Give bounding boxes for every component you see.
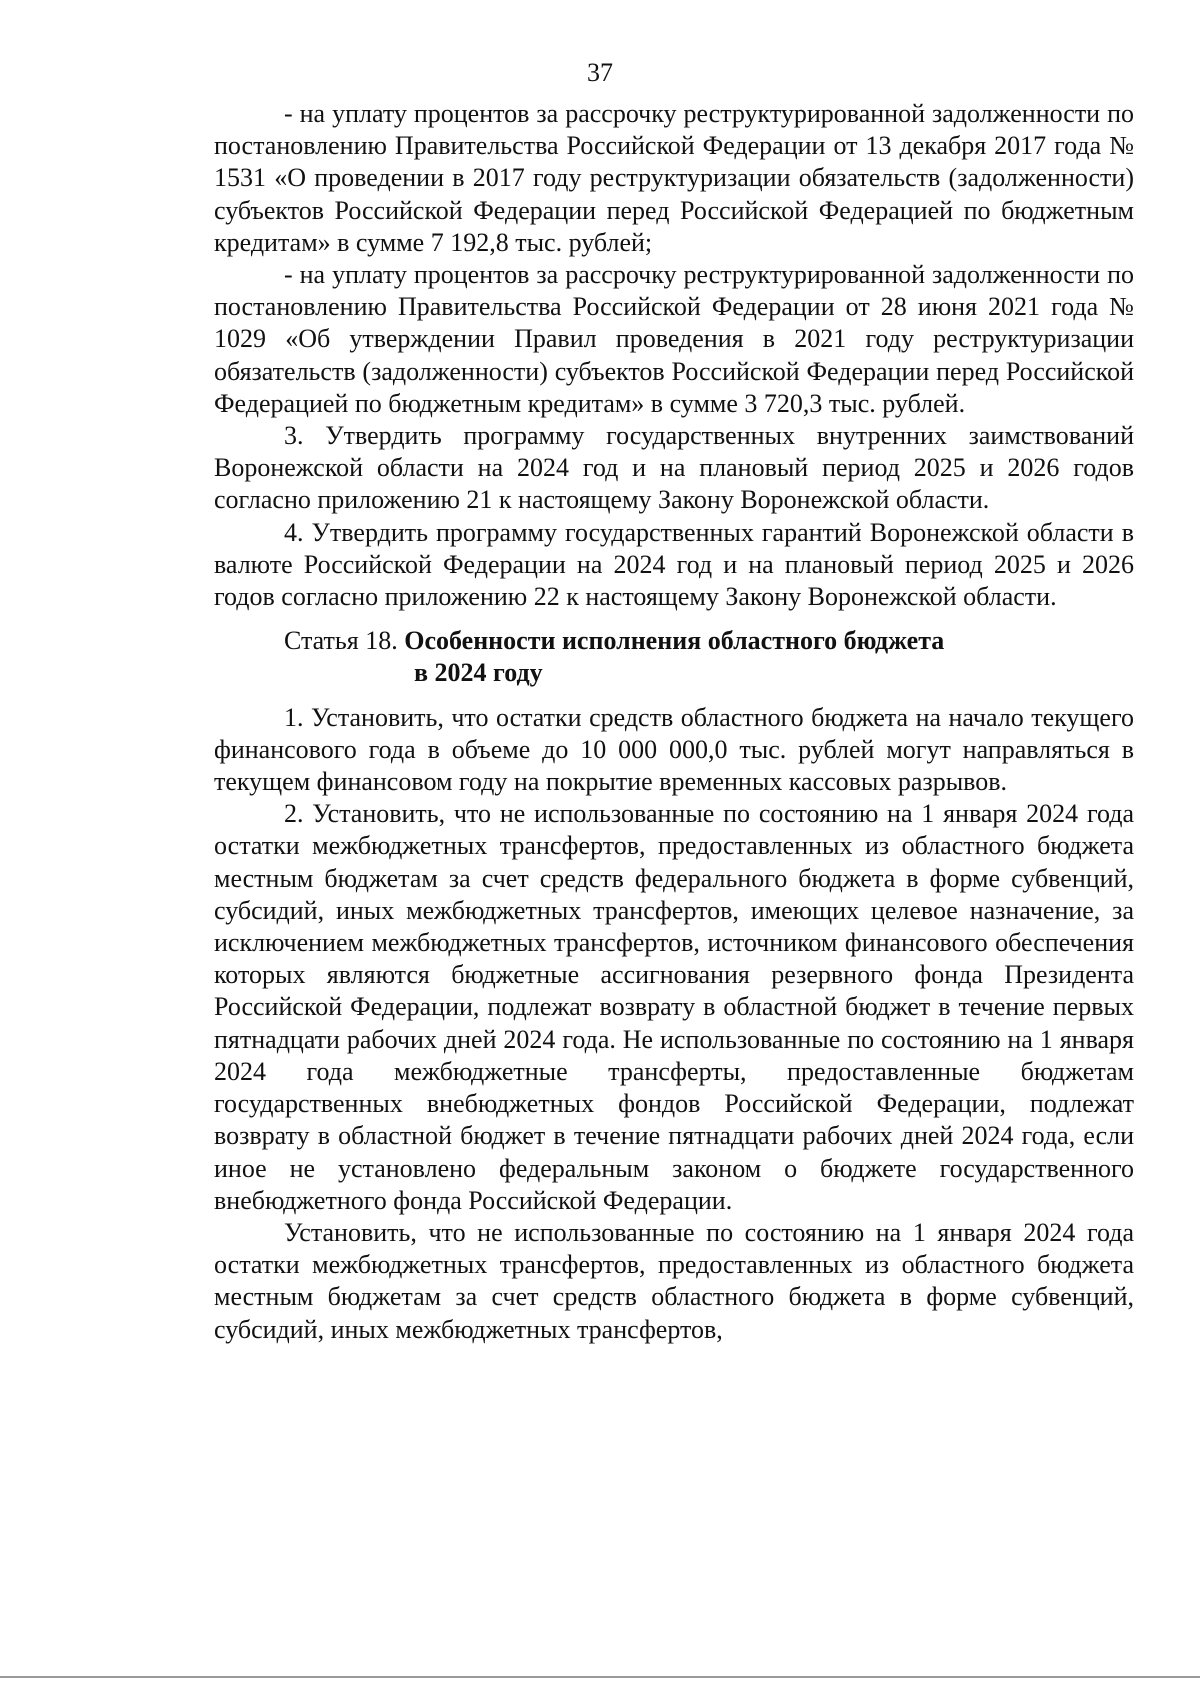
paragraph-borrowing-program: 3. Утвердить программу государственных внутренних заимствований Воронежской области на 2024 год и на плановый период 2025 и 2026 годов согласно приложению 21 к настоящему Закону Воронежской области.: [214, 421, 1134, 515]
paragraph-cash-gaps: 1. Установить, что остатки средств областного бюджета на начало текущего финансового года в объеме до 10 000 000,0 тыс. рублей могут направляться в текущем финансовом году на покрытие временных кассовых разрывов.: [214, 702, 1134, 797]
bottom-scan-edge: [0, 1676, 1200, 1678]
paragraph-guarantee-program: 4. Утвердить программу государственных гарантий Воронежской области в валюте Российской Федерации на 2024 год и на плановый период 2025 и 2026 годов согласно приложению 22 к настоящему Закону Воронежской области.: [214, 517, 1134, 612]
paragraph-interest-payment-2021: - на уплату процентов за рассрочку реструктурированной задолженности по постановлению Правительства Российской Федерации от 28 июня 2021 года № 1029 «Об утверждении Правил проведения в 2021 году реструктуризации обязательств (задолженности) субъектов Российской Федерации перед Российской Федерацией по бюджетным кредитам» в сумме 3 720,3 тыс. рублей.: [214, 260, 1134, 418]
paragraph-federal-transfers-return: 2. Установить, что не использованные по состоянию на 1 января 2024 года остатки межбюджетных трансфертов, предоставленных из областного бюджета местным бюджетам за счет средств федерального бюджета в форме субвенций, субсидий, иных межбюджетных трансфертов, имеющих целевое назначение, за исключением межбюджетных трансфертов, источником финансового обеспечения которых являются бюджетные ассигнования резервного фонда Президента Российской Федерации, подлежат возврату в областной бюджет в течение первых пятнадцати рабочих дней 2024 года. Не использованные по состоянию на 1 января 2024 года межбюджетные трансферты, предоставленные бюджетам государственных внебюджетных фондов Российской Федерации, подлежат возврату в областной бюджет в течение пятнадцати рабочих дней 2024 года, если иное не установлено федеральным законом о бюджете государственного внебюджетного фонда Российской Федерации.: [214, 799, 1134, 1215]
article-label: Статья 18.: [284, 626, 398, 656]
article-heading: [214, 625, 1134, 689]
document-body: [214, 98, 1134, 1346]
page-number: 37: [587, 58, 613, 87]
paragraph-interest-payment-2017: - на уплату процентов за рассрочку реструктурированной задолженности по постановлению Правительства Российской Федерации от 13 декабря 2017 года № 1531 «О проведении в 2017 году реструктуризации обязательств (задолженности) субъектов Российской Федерации перед Российской Федерацией по бюджетным кредитам» в сумме 7 192,8 тыс. рублей;: [214, 99, 1134, 257]
article-title: Особенности исполнения областного бюджета: [404, 626, 945, 656]
paragraph-regional-transfers-return: Установить, что не использованные по состоянию на 1 января 2024 года остатки межбюджетных трансфертов, предоставленных из областного бюджета местным бюджетам за счет средств областного бюджета в форме субвенций, субсидий, иных межбюджетных трансфертов,: [214, 1217, 1134, 1344]
article-title-continuation: в 2024 году: [414, 658, 543, 688]
